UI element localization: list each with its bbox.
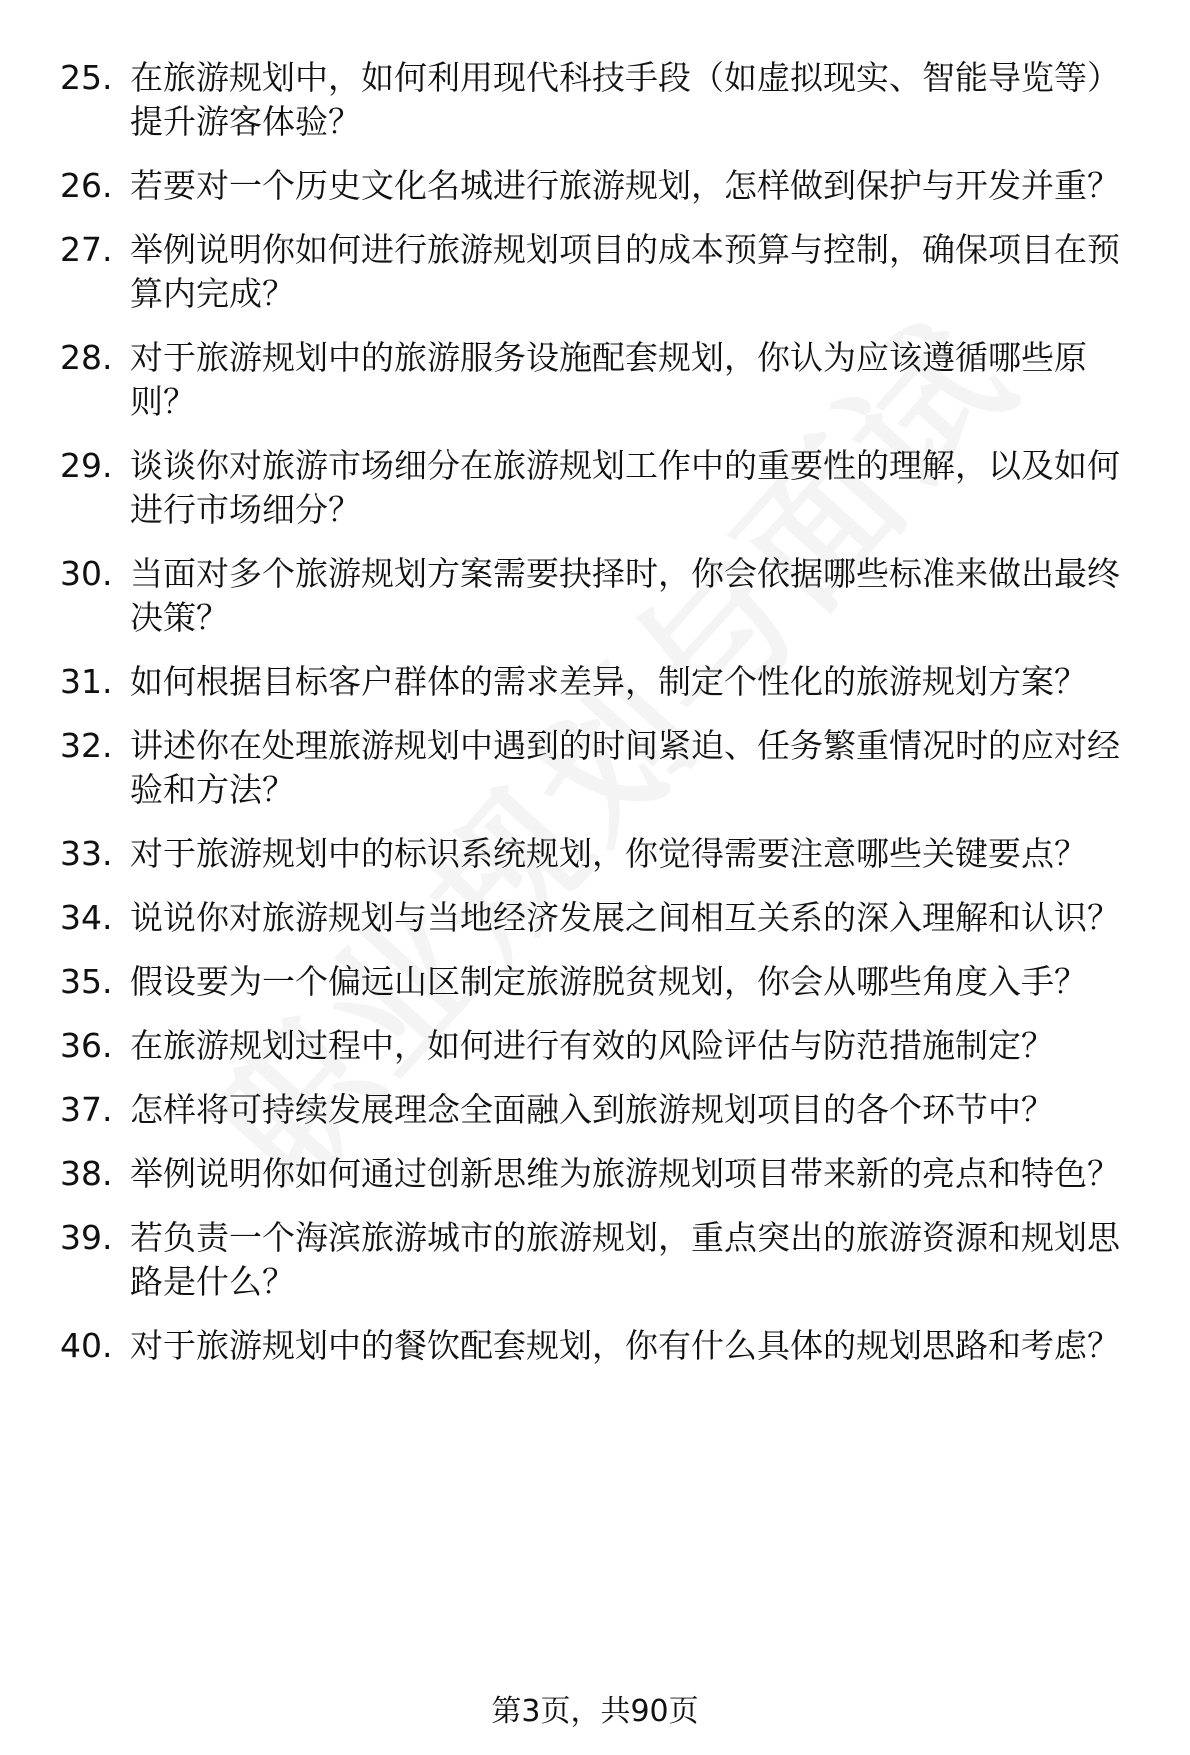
question-text: 假设要为一个偏远山区制定旅游脱贫规划，你会从哪些角度入手？ — [130, 962, 1087, 1001]
question-number: 37. — [60, 1090, 113, 1129]
question-text: 在旅游规划过程中，如何进行有效的风险评估与防范措施制定？ — [130, 1026, 1054, 1065]
question-text: 若负责一个海滨旅游城市的旅游规划，重点突出的旅游资源和规划思路是什么？ — [130, 1218, 1120, 1301]
question-text: 讲述你在处理旅游规划中遇到的时间紧迫、任务繁重情况时的应对经验和方法？ — [130, 726, 1120, 809]
question-number: 32. — [60, 726, 113, 765]
question-number: 34. — [60, 898, 113, 937]
question-number: 40. — [60, 1326, 113, 1365]
question-item — [60, 960, 1150, 1004]
question-text: 当面对多个旅游规划方案需要抉择时，你会依据哪些标准来做出最终决策？ — [130, 554, 1120, 637]
question-number: 31. — [60, 662, 113, 701]
question-item — [60, 896, 1150, 940]
question-number: 39. — [60, 1218, 113, 1257]
question-number: 38. — [60, 1154, 113, 1193]
question-text: 举例说明你如何进行旅游规划项目的成本预算与控制，确保项目在预算内完成？ — [130, 230, 1120, 313]
question-text: 若要对一个历史文化名城进行旅游规划，怎样做到保护与开发并重？ — [130, 166, 1120, 205]
question-item — [60, 1152, 1150, 1196]
question-number: 28. — [60, 338, 113, 377]
question-item — [60, 336, 1150, 424]
question-item — [60, 660, 1150, 704]
question-item — [60, 1024, 1150, 1068]
question-text: 举例说明你如何通过创新思维为旅游规划项目带来新的亮点和特色？ — [130, 1154, 1120, 1193]
question-text: 对于旅游规划中的餐饮配套规划，你有什么具体的规划思路和考虑？ — [130, 1326, 1120, 1365]
question-text: 如何根据目标客户群体的需求差异，制定个性化的旅游规划方案？ — [130, 662, 1087, 701]
question-item — [60, 56, 1150, 144]
question-number: 33. — [60, 834, 113, 873]
question-item — [60, 164, 1150, 208]
question-item — [60, 1216, 1150, 1304]
question-text: 在旅游规划中，如何利用现代科技手段（如虚拟现实、智能导览等）提升游客体验？ — [130, 58, 1120, 141]
question-number: 35. — [60, 962, 113, 1001]
question-number: 29. — [60, 446, 113, 485]
question-number: 26. — [60, 166, 113, 205]
question-text: 对于旅游规划中的旅游服务设施配套规划，你认为应该遵循哪些原则？ — [130, 338, 1087, 421]
question-item — [60, 724, 1150, 812]
question-item — [60, 444, 1150, 532]
question-number: 25. — [60, 58, 113, 97]
question-list — [60, 56, 1150, 1388]
question-text: 对于旅游规划中的标识系统规划，你觉得需要注意哪些关键要点？ — [130, 834, 1087, 873]
question-number: 36. — [60, 1026, 113, 1065]
question-item — [60, 1088, 1150, 1132]
page-number-footer: 第3页，共90页 — [491, 1694, 699, 1729]
question-text: 说说你对旅游规划与当地经济发展之间相互关系的深入理解和认识？ — [130, 898, 1120, 937]
question-item — [60, 832, 1150, 876]
question-number: 30. — [60, 554, 113, 593]
question-text: 谈谈你对旅游市场细分在旅游规划工作中的重要性的理解，以及如何进行市场细分？ — [130, 446, 1120, 529]
question-number: 27. — [60, 230, 113, 269]
question-item — [60, 552, 1150, 640]
question-item — [60, 1324, 1150, 1368]
question-item — [60, 228, 1150, 316]
question-text: 怎样将可持续发展理念全面融入到旅游规划项目的各个环节中？ — [130, 1090, 1054, 1129]
